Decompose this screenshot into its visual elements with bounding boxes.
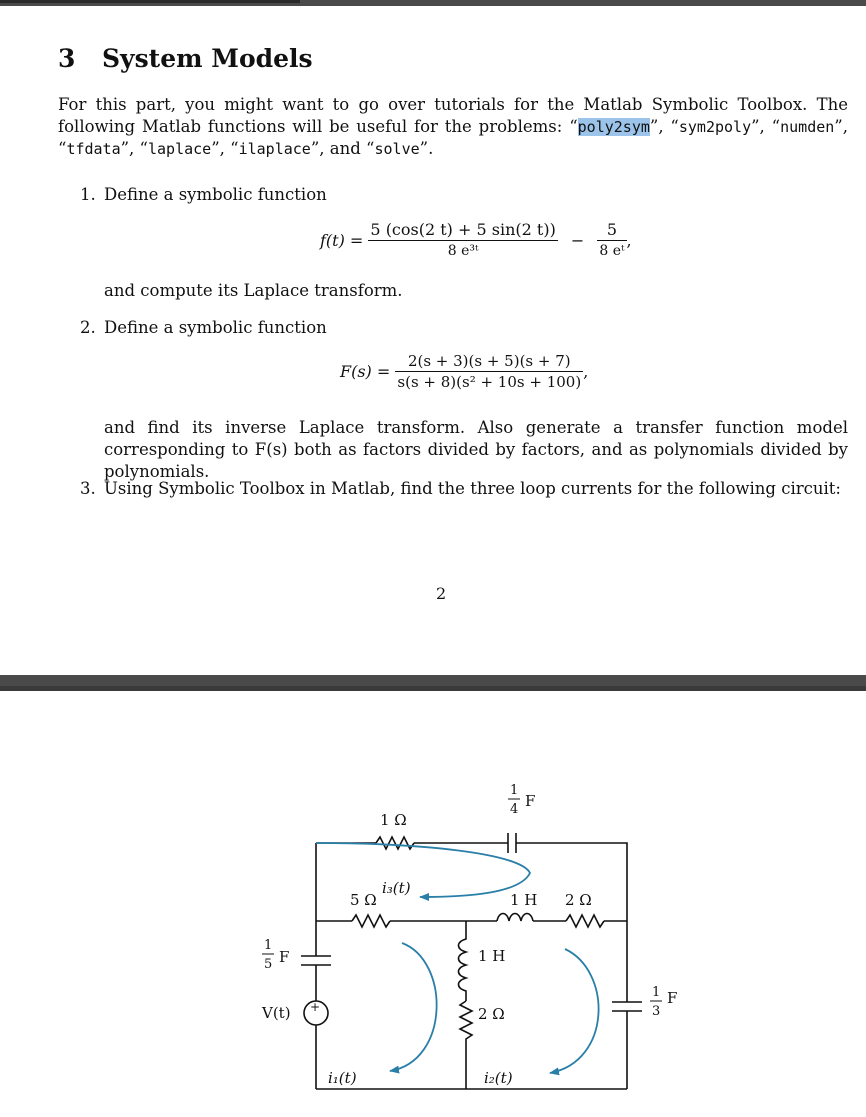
label-i2: i₂(t) (484, 1069, 513, 1087)
eq2-num: 2(s + 3)(s + 5)(s + 7) (395, 351, 583, 372)
list-number: 3. (80, 479, 96, 498)
function-numden: numden (780, 118, 835, 136)
equation-F-of-s (340, 351, 588, 392)
list-text: Define a symbolic function (104, 318, 327, 337)
document-page (0, 6, 866, 666)
label-c-left-unit: F (279, 948, 290, 966)
resistor-1ohm (376, 837, 414, 849)
label-i3: i₃(t) (382, 879, 411, 897)
inductor-right (497, 914, 533, 922)
eq1-minus: − (570, 231, 585, 250)
label-c-top-unit: F (525, 792, 536, 810)
function-poly2sym: poly2sym (577, 118, 650, 136)
eq2-fraction (395, 351, 583, 392)
intro-text: ”, “ (58, 117, 848, 158)
label-source-plus: + (310, 1000, 321, 1014)
eq2-den: s(s + 8)(s² + 10s + 100) (397, 373, 582, 391)
loop-arrow-i3 (316, 843, 530, 897)
eq2-tail: , (583, 362, 589, 381)
top-bar-edge (0, 0, 300, 3)
label-c-top-num: 1 (510, 783, 519, 798)
label-r-center: 2 Ω (478, 1005, 505, 1023)
label-c-top-den: 4 (510, 802, 519, 817)
list-item-2 (80, 317, 327, 339)
label-c-right-den: 3 (652, 1004, 661, 1019)
label-c-left-num: 1 (264, 938, 273, 953)
eq1-den2: 8 eᵗ (599, 243, 625, 259)
function-laplace: laplace (148, 140, 212, 158)
label-r-top: 1 Ω (380, 811, 407, 829)
page-number: 2 (436, 584, 447, 603)
section-title: System Models (102, 44, 313, 73)
label-c-left-den: 5 (264, 957, 273, 972)
equation-f-of-t (320, 220, 632, 261)
section-number: 3 (58, 44, 76, 73)
function-sym2poly: sym2poly (678, 118, 752, 136)
resistor-center-2ohm (460, 1001, 472, 1089)
eq1-num1: 5 (cos(2 t) + 5 sin(2 t)) (370, 220, 556, 239)
intro-text: ”, “ (120, 139, 148, 158)
list-number: 1. (80, 185, 96, 204)
wire-top-right (516, 843, 627, 921)
function-solve: solve (374, 140, 420, 158)
eq1-lhs: f(t) = (320, 231, 364, 250)
function-tfdata: tfdata (66, 140, 121, 158)
list-text: Using Symbolic Toolbox in Matlab, find the three loop currents for the following circuit: (104, 479, 841, 498)
intro-text: ”, “ (751, 117, 781, 136)
intro-text: ”, “ (649, 117, 679, 136)
intro-text: For this part, you might want to go over tutorials for the Matlab Symbolic Toolbox. The following Matlab functions will be useful for the problems: “ (58, 95, 848, 136)
intro-text: ”. (419, 139, 434, 158)
list-item-1 (80, 184, 327, 206)
list-text: Define a symbolic function (104, 185, 327, 204)
resistor-right-2ohm (566, 915, 604, 927)
inductor-center (459, 921, 467, 1001)
label-l-right: 1 H (510, 891, 538, 909)
label-source: V(t) (262, 1004, 291, 1022)
resistor-5ohm (352, 915, 390, 927)
function-ilaplace: ilaplace (238, 140, 311, 158)
list-item-1-after: and compute its Laplace transform. (104, 281, 403, 300)
eq1-num2: 5 (597, 220, 626, 241)
eq1-fraction-1 (368, 220, 557, 261)
eq2-lhs: F(s) = (340, 362, 391, 381)
eq1-tail: , (626, 231, 632, 250)
intro-paragraph (58, 94, 848, 160)
label-c-right-unit: F (667, 989, 678, 1007)
loop-arrow-i1 (390, 943, 437, 1071)
label-i1: i₁(t) (328, 1069, 357, 1087)
list-item-3 (80, 478, 841, 500)
intro-text: ”, and “ (310, 139, 375, 158)
circuit-diagram (0, 691, 866, 1117)
label-c-right-num: 1 (652, 985, 661, 1000)
intro-text: ”, “ (211, 139, 239, 158)
list-item-2-after: and find its inverse Laplace transform. Also generate a transfer function model corresponding to F(s) both as factors divided by factors, and as polynomials divided by polynomials. (104, 418, 848, 481)
eq1-fraction-2 (597, 220, 626, 261)
label-r-right: 2 Ω (565, 891, 592, 909)
list-number: 2. (80, 318, 96, 337)
loop-arrow-i2 (550, 949, 599, 1073)
eq1-den1: 8 e³ᵗ (447, 243, 479, 259)
label-r-5ohm: 5 Ω (350, 891, 377, 909)
section-heading (58, 44, 313, 73)
label-l-center: 1 H (478, 947, 506, 965)
